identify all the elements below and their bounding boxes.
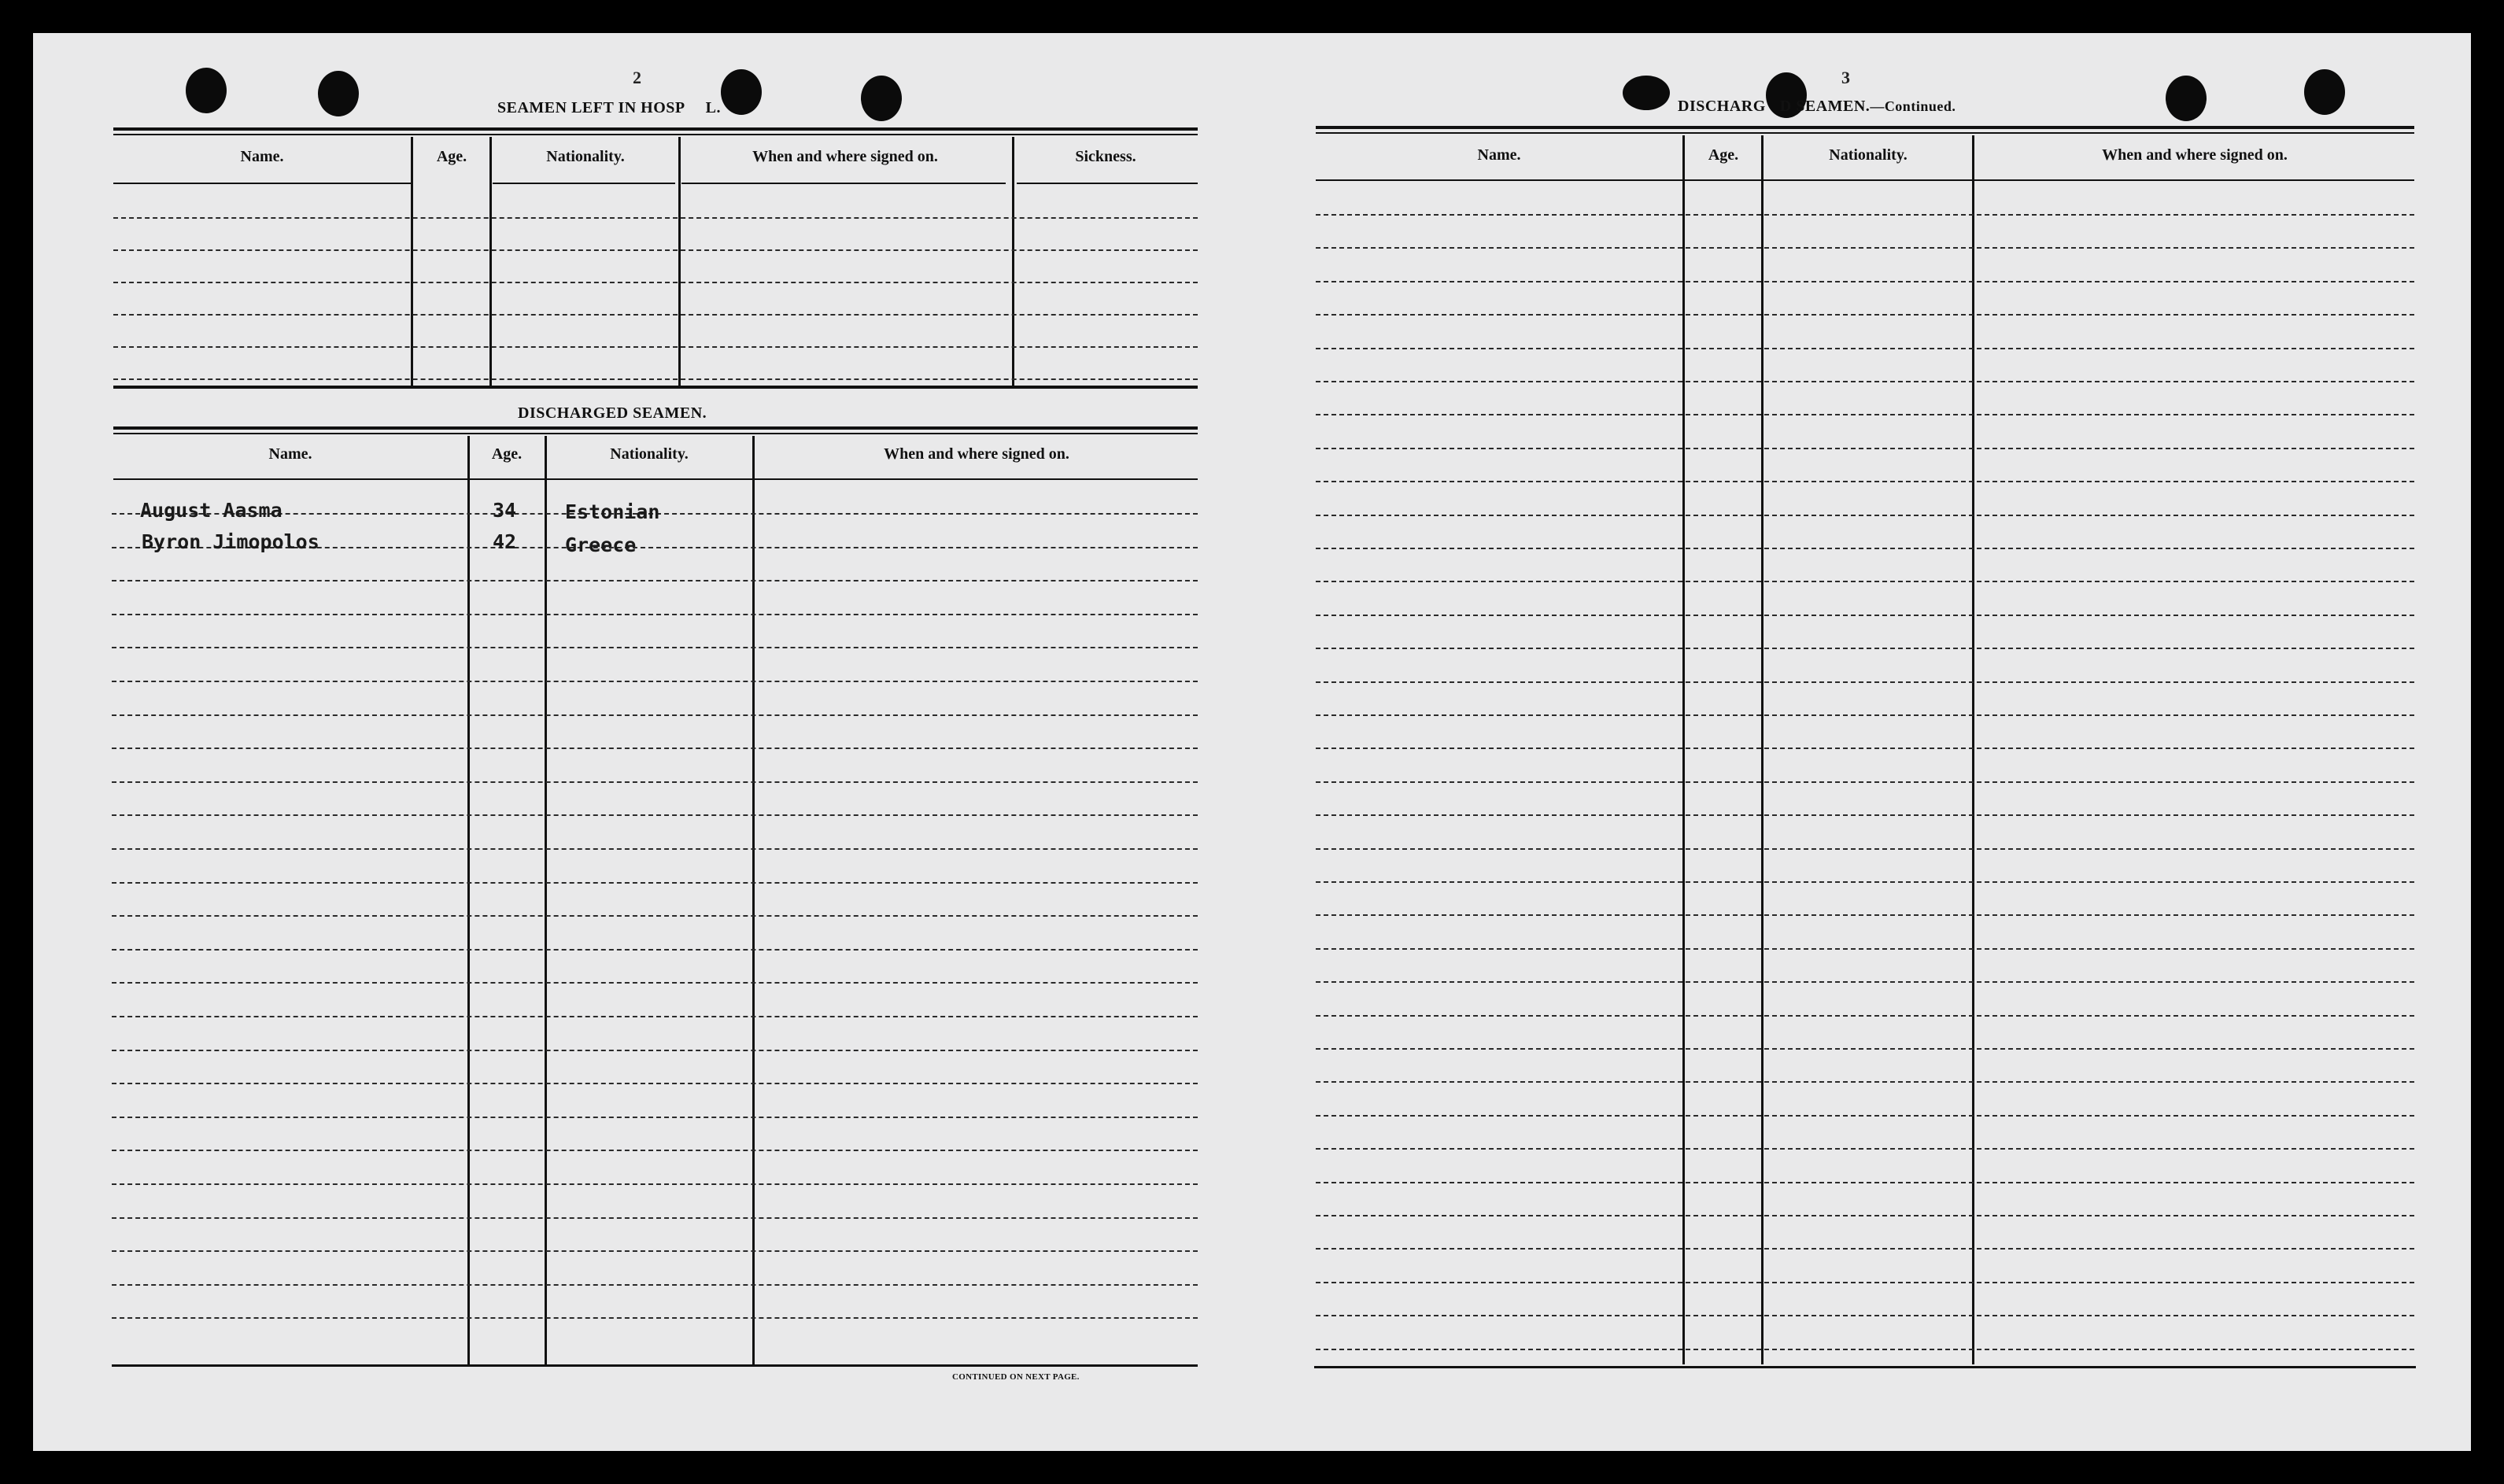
hospital-title-tail: L. xyxy=(705,99,721,116)
column-header-name: Name. xyxy=(240,148,284,165)
column-header-name: Name. xyxy=(268,445,312,463)
ruled-line xyxy=(112,814,1198,816)
ruled-line xyxy=(1316,348,2414,349)
column-divider xyxy=(752,436,755,1364)
ruled-line xyxy=(1316,481,2414,482)
header-underline xyxy=(1017,183,1198,184)
column-header-when-where: When and where signed on. xyxy=(752,148,938,165)
ruled-line xyxy=(113,217,1198,219)
column-header-when-where: When and where signed on. xyxy=(884,445,1069,463)
ruled-line xyxy=(1316,1148,2414,1150)
discharged-continued-title xyxy=(1678,98,1956,116)
table-bottom-rule xyxy=(112,1364,1198,1367)
ruled-line xyxy=(1316,1349,2414,1350)
ruled-line xyxy=(1316,381,2414,382)
column-header-nationality: Nationality. xyxy=(610,445,689,463)
ruled-line xyxy=(1316,615,2414,616)
column-header-age: Age. xyxy=(436,148,467,165)
ruled-line xyxy=(112,781,1198,783)
page-number: 3 xyxy=(1841,68,1850,87)
table-bottom-rule xyxy=(113,386,1198,389)
ruled-line xyxy=(112,714,1198,716)
ruled-line xyxy=(1316,281,2414,282)
ruled-line xyxy=(1316,681,2414,683)
ruled-line xyxy=(1316,414,2414,415)
ruled-line xyxy=(113,378,1198,380)
punch-hole xyxy=(186,68,227,113)
ruled-line xyxy=(1316,1115,2414,1117)
ruled-line xyxy=(112,681,1198,682)
ruled-line xyxy=(1316,1015,2414,1017)
column-divider xyxy=(1972,135,1974,1364)
ruled-line xyxy=(1316,1081,2414,1083)
ruled-line xyxy=(1316,748,2414,749)
ruled-line xyxy=(1316,914,2414,916)
seaman-nationality: Greece xyxy=(565,533,637,556)
column-header-when-where: When and where signed on. xyxy=(2102,146,2288,164)
ruled-line xyxy=(1316,881,2414,883)
ruled-line xyxy=(1316,214,2414,216)
seaman-name: August Aasma xyxy=(140,499,283,522)
ruled-line xyxy=(1316,1215,2414,1216)
header-underline xyxy=(681,183,1006,184)
title-part-a: DISCHARG xyxy=(1678,98,1766,115)
table-top-rule xyxy=(113,134,1198,135)
header-underline xyxy=(113,478,1198,480)
column-divider xyxy=(489,137,492,386)
table-top-rule xyxy=(113,433,1198,434)
ruled-line xyxy=(113,314,1198,316)
punch-hole xyxy=(2166,76,2207,121)
column-divider xyxy=(545,436,547,1364)
continued-footer: CONTINUED ON NEXT PAGE. xyxy=(952,1372,1080,1382)
ruled-line xyxy=(1316,1182,2414,1183)
ruled-line xyxy=(1316,848,2414,850)
ruled-line xyxy=(1316,548,2414,549)
ruled-line xyxy=(1316,515,2414,516)
seaman-name: Byron Jimopolos xyxy=(142,530,319,553)
table-top-rule xyxy=(1316,132,2414,134)
table-top-rule xyxy=(113,127,1198,131)
ruled-line xyxy=(1316,981,2414,983)
column-header-nationality: Nationality. xyxy=(546,148,625,165)
ruled-line xyxy=(1316,648,2414,649)
column-divider xyxy=(1012,137,1014,386)
punch-hole xyxy=(2304,69,2345,115)
seaman-age: 34 xyxy=(493,499,517,522)
ruled-line xyxy=(112,982,1198,984)
ruled-line xyxy=(112,1250,1198,1252)
column-divider xyxy=(1682,135,1685,1364)
document-sheet xyxy=(33,33,2471,1451)
ruled-line xyxy=(112,1117,1198,1118)
column-divider xyxy=(467,436,470,1364)
table-top-rule xyxy=(113,426,1198,430)
hospital-section-title xyxy=(497,99,721,117)
ruled-line xyxy=(1316,714,2414,716)
ruled-line xyxy=(112,915,1198,917)
column-header-nationality: Nationality. xyxy=(1829,146,1908,164)
ruled-line xyxy=(112,1150,1198,1151)
punch-hole xyxy=(1623,76,1670,110)
title-continued: —Continued. xyxy=(1870,98,1956,114)
ruled-line xyxy=(113,346,1198,348)
hospital-title-text: SEAMEN LEFT IN HOSP xyxy=(497,99,685,116)
ruled-line xyxy=(112,614,1198,615)
seaman-age: 42 xyxy=(493,530,517,553)
ruled-line xyxy=(1316,814,2414,816)
table-top-rule xyxy=(1316,126,2414,129)
header-underline xyxy=(493,183,675,184)
ruled-line xyxy=(1316,247,2414,249)
punch-hole xyxy=(861,76,902,121)
ruled-line xyxy=(112,647,1198,648)
ruled-line xyxy=(112,580,1198,581)
punch-hole xyxy=(318,71,359,116)
ruled-line xyxy=(112,1050,1198,1051)
header-underline xyxy=(1316,179,2414,181)
title-part-b: D SEAMEN. xyxy=(1779,98,1871,115)
ruled-line xyxy=(112,1016,1198,1017)
column-header-age: Age. xyxy=(491,445,523,463)
ruled-line xyxy=(113,282,1198,283)
ruled-line xyxy=(1316,1282,2414,1283)
page-number: 2 xyxy=(633,68,641,87)
ruled-line xyxy=(112,1317,1198,1319)
ruled-line xyxy=(112,882,1198,884)
column-header-sickness: Sickness. xyxy=(1075,148,1136,165)
ruled-line xyxy=(1316,581,2414,582)
discharged-section-title: DISCHARGED SEAMEN. xyxy=(518,404,707,422)
column-header-name: Name. xyxy=(1477,146,1521,164)
ruled-line xyxy=(112,1083,1198,1084)
punch-hole xyxy=(721,69,762,115)
ruled-line xyxy=(1316,314,2414,316)
table-bottom-rule xyxy=(1314,1366,2416,1368)
ruled-line xyxy=(113,249,1198,251)
ruled-line xyxy=(112,1217,1198,1219)
ruled-line xyxy=(1316,1048,2414,1050)
seaman-nationality: Estonian xyxy=(565,500,660,523)
ruled-line xyxy=(112,848,1198,850)
ruled-line xyxy=(1316,948,2414,950)
column-divider xyxy=(678,137,681,386)
ruled-line xyxy=(112,1284,1198,1286)
header-underline xyxy=(113,183,411,184)
ruled-line xyxy=(1316,1315,2414,1316)
column-header-age: Age. xyxy=(1708,146,1739,164)
ruled-line xyxy=(1316,448,2414,449)
ruled-line xyxy=(112,748,1198,749)
ruled-line xyxy=(112,949,1198,951)
column-divider xyxy=(1761,135,1764,1364)
ruled-line xyxy=(1316,1248,2414,1250)
column-divider xyxy=(411,137,413,386)
ruled-line xyxy=(112,1183,1198,1185)
ruled-line xyxy=(1316,781,2414,783)
